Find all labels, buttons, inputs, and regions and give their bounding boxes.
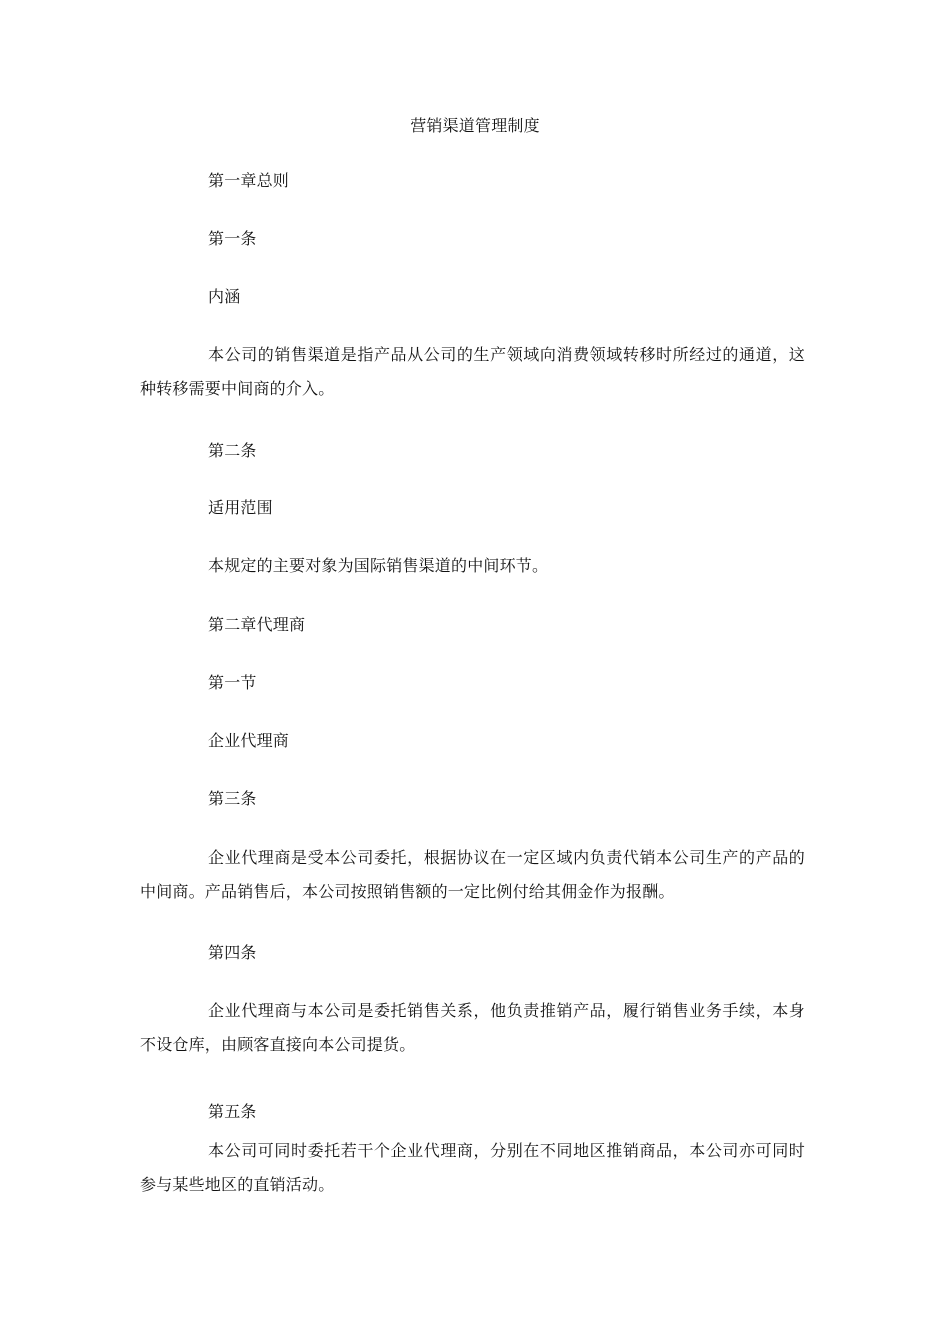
article-5-paragraph: 本公司可同时委托若干个企业代理商，分别在不同地区推销商品，本公司亦可同时参与某些地区的直销活动。 (140, 1141, 805, 1194)
chapter-1-heading: 第一章总则 (208, 171, 290, 190)
article-3-paragraph: 企业代理商是受本公司委托，根据协议在一定区域内负责代销本公司生产的产品的中间商。产品销售后，本公司按照销售额的一定比例付给其佣金作为报酬。 (140, 848, 805, 901)
document-title: 营销渠道管理制度 (410, 116, 540, 135)
article-1-paragraph: 本公司的销售渠道是指产品从公司的生产领域向消费领域转移时所经过的通道，这种转移需要中间商的介入。 (140, 345, 805, 398)
section-1-subtitle: 企业代理商 (208, 731, 290, 750)
article-1-subtitle: 内涵 (208, 287, 241, 306)
section-1-heading: 第一节 (208, 673, 257, 692)
article-4-paragraph: 企业代理商与本公司是委托销售关系，他负责推销产品，履行销售业务手续，本身不设仓库，由顾客直接向本公司提货。 (140, 1001, 805, 1054)
article-2-subtitle: 适用范围 (208, 498, 273, 517)
article-4-heading: 第四条 (208, 943, 257, 962)
article-2-paragraph: 本规定的主要对象为国际销售渠道的中间环节。 (208, 556, 549, 575)
chapter-2-heading: 第二章代理商 (208, 615, 306, 634)
article-2-heading: 第二条 (208, 441, 257, 460)
article-3-heading: 第三条 (208, 789, 257, 808)
article-5-heading: 第五条 (208, 1102, 257, 1121)
article-1-heading: 第一条 (208, 229, 257, 248)
